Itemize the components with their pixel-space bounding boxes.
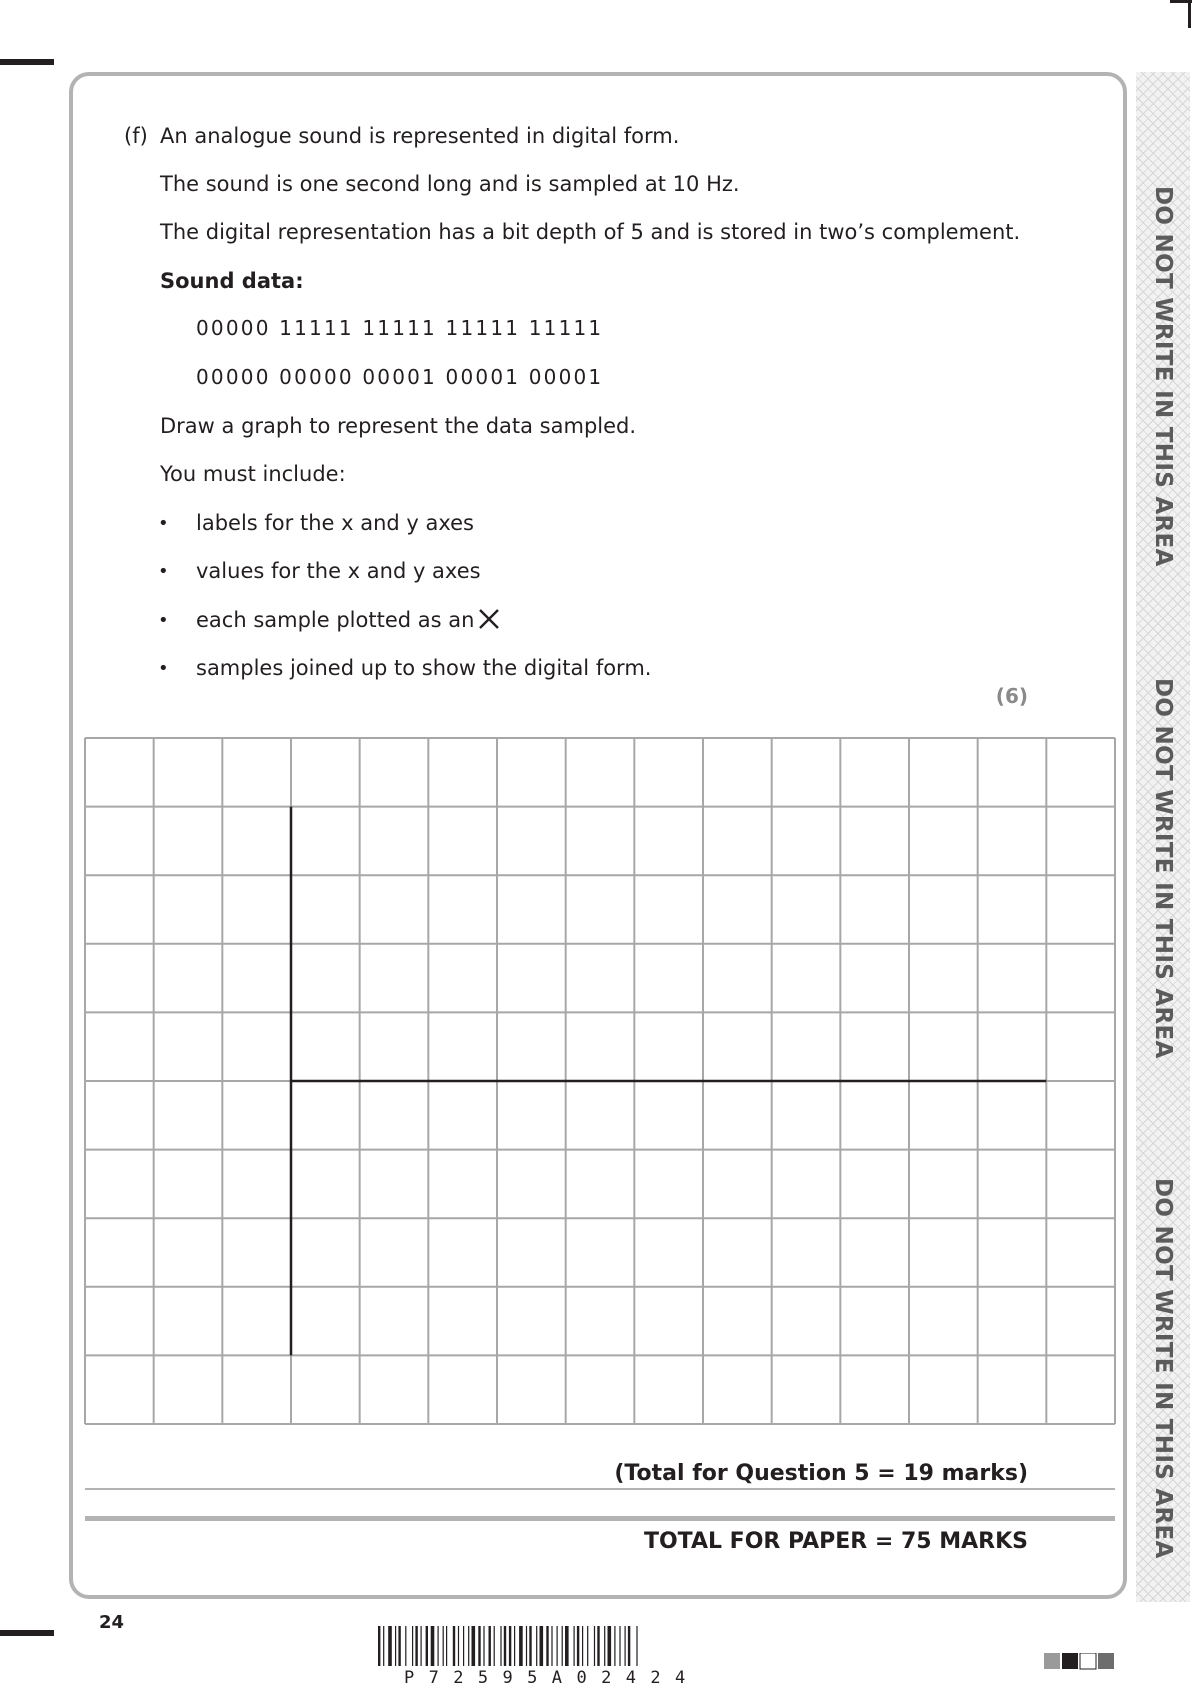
barcode-bar — [594, 1626, 595, 1666]
barcode-bar — [504, 1626, 506, 1666]
margin-warning-2: DO NOT WRITE IN THIS AREA — [1150, 678, 1176, 1059]
barcode-bar — [472, 1626, 476, 1666]
barcode-bar — [443, 1626, 444, 1666]
barcode-bar — [463, 1626, 464, 1666]
barcode-bar — [509, 1626, 511, 1666]
barcode-bar — [628, 1626, 630, 1666]
margin-warning-1: DO NOT WRITE IN THIS AREA — [1150, 186, 1176, 567]
barcode-bar — [597, 1626, 599, 1666]
barcode-bar — [540, 1626, 544, 1666]
barcode-bar — [565, 1626, 569, 1666]
barcode-bar — [604, 1626, 605, 1666]
bullet-item-plot-samples — [196, 607, 500, 633]
barcode-bar — [453, 1626, 455, 1666]
barcode-bar — [526, 1626, 527, 1666]
barcode-bar — [625, 1626, 626, 1666]
corner-mark-horizontal — [1170, 0, 1192, 3]
sound-data-row-2: 00000 00000 00001 00001 00001 — [196, 365, 604, 389]
barcode-bar — [458, 1626, 459, 1666]
cross-icon — [478, 608, 500, 630]
paper-total: TOTAL FOR PAPER = 75 MARKS — [643, 1529, 1028, 1554]
sound-data-heading: Sound data: — [160, 269, 304, 293]
barcode-bar — [577, 1626, 579, 1666]
barcode-bar — [438, 1626, 439, 1666]
barcode-bar — [587, 1626, 588, 1666]
bullet-item-axis-labels: labels for the x and y axes — [196, 511, 474, 535]
bullet-marker: • — [158, 513, 169, 534]
barcode-bar — [415, 1626, 417, 1666]
barcode-bar — [388, 1626, 392, 1666]
barcode-bar — [398, 1626, 400, 1666]
barcode-bar — [446, 1626, 447, 1666]
page-number: 24 — [99, 1612, 125, 1633]
barcode-bar — [536, 1626, 537, 1666]
barcode-bar — [489, 1626, 491, 1666]
corner-mark-vertical — [1188, 0, 1191, 28]
bullet-item-plot-samples-text: each sample plotted as an — [196, 608, 475, 632]
barcode-bar — [514, 1626, 515, 1666]
barcode-bar — [608, 1626, 612, 1666]
barcode-bar — [494, 1626, 495, 1666]
barcode — [378, 1626, 834, 1666]
barcode-bar — [383, 1626, 384, 1666]
barcode-bar — [551, 1626, 552, 1666]
barcode-bar — [468, 1626, 469, 1666]
barcode-bar — [519, 1626, 523, 1666]
bullet-item-join-samples: samples joined up to show the digital form. — [196, 656, 652, 680]
barcode-bar — [614, 1626, 615, 1666]
must-include-label: You must include: — [160, 462, 346, 486]
question-part-label: (f) — [124, 124, 148, 148]
barcode-bar — [412, 1626, 413, 1666]
barcode-bar — [636, 1626, 637, 1666]
barcode-bar — [557, 1626, 558, 1666]
barcode-bar — [500, 1626, 501, 1666]
barcode-bar — [431, 1626, 435, 1666]
barcode-bar — [582, 1626, 583, 1666]
question-instruction: Draw a graph to represent the data sampled. — [160, 414, 637, 438]
margin-warning-3: DO NOT WRITE IN THIS AREA — [1150, 1178, 1176, 1559]
question-intro: An analogue sound is represented in digital form. — [160, 124, 680, 148]
edge-mark-bottom — [0, 1630, 54, 1636]
edge-mark-top — [0, 59, 54, 65]
question-sentence-1: The sound is one second long and is sampled at 10 Hz. — [160, 172, 740, 196]
bullet-item-axis-values: values for the x and y axes — [196, 559, 481, 583]
barcode-bar — [426, 1626, 428, 1666]
bullet-marker: • — [158, 561, 169, 582]
total-divider-thin — [85, 1488, 1115, 1490]
sound-data-row-1: 00000 11111 11111 11111 11111 — [196, 316, 604, 340]
barcode-text: P72595A02424 — [404, 1668, 700, 1688]
barcode-bar — [405, 1626, 406, 1666]
barcode-bar — [378, 1626, 380, 1666]
question-total: (Total for Question 5 = 19 marks) — [614, 1461, 1028, 1486]
barcode-bar — [529, 1626, 531, 1666]
bullet-marker: • — [158, 658, 169, 679]
barcode-bar — [483, 1626, 484, 1666]
barcode-bar — [421, 1626, 422, 1666]
barcode-bar — [574, 1626, 575, 1666]
question-marks: (6) — [995, 684, 1028, 708]
barcode-bar — [478, 1626, 480, 1666]
barcode-bar — [546, 1626, 548, 1666]
question-sentence-2: The digital representation has a bit depth of 5 and is stored in two’s complement. — [160, 220, 1021, 244]
total-divider-thick — [85, 1516, 1115, 1521]
bullet-marker: • — [158, 610, 169, 631]
page-position-marks — [1044, 1653, 1116, 1671]
barcode-bar — [619, 1626, 620, 1666]
answer-grid[interactable] — [84, 737, 1116, 1425]
barcode-bar — [395, 1626, 396, 1666]
barcode-bar — [562, 1626, 563, 1666]
